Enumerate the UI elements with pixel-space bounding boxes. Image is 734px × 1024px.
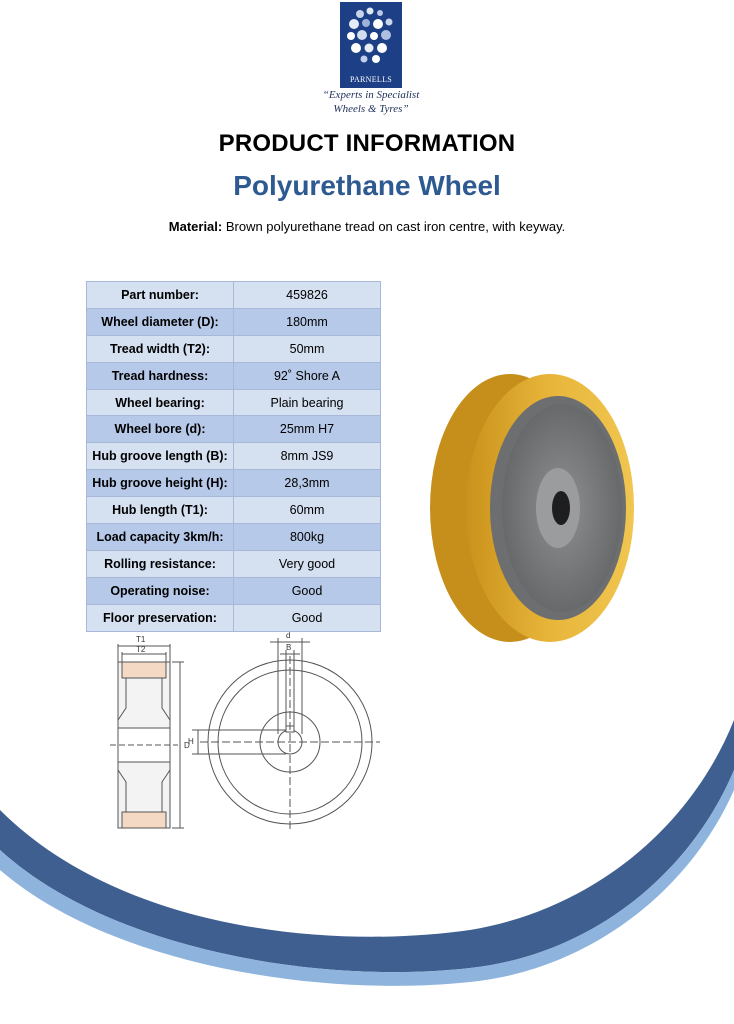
wheel-product-image <box>418 368 640 648</box>
logo-name: PARNELLS <box>349 75 393 84</box>
spec-value: 800kg <box>234 524 381 551</box>
spec-label: Rolling resistance: <box>87 550 234 577</box>
table-row <box>87 470 381 497</box>
spec-label: Operating noise: <box>87 577 234 604</box>
spec-value: 92˚ Shore A <box>234 362 381 389</box>
spec-value: 28,3mm <box>234 470 381 497</box>
table-row <box>87 550 381 577</box>
product-name: Polyurethane Wheel <box>233 170 501 201</box>
material-label: Material: <box>168 219 223 234</box>
dim-label-d-lower: d <box>286 631 291 640</box>
bore <box>552 491 570 525</box>
dim-label-t2: T2 <box>136 645 146 654</box>
spec-value: 25mm H7 <box>234 416 381 443</box>
table-row <box>87 443 381 470</box>
table-row <box>87 524 381 551</box>
spec-value: 459826 <box>234 282 381 309</box>
spec-label: Tread width (T2): <box>87 335 234 362</box>
dim-label-h: H <box>188 737 194 746</box>
spec-label: Part number: <box>87 282 234 309</box>
spec-value: Good <box>234 604 381 631</box>
material-line <box>0 219 734 234</box>
company-logo <box>340 2 402 88</box>
spec-label: Hub groove height (H): <box>87 470 234 497</box>
table-row <box>87 362 381 389</box>
material-text: Brown polyurethane tread on cast iron centre, with keyway. <box>222 219 566 234</box>
spec-value: 180mm <box>234 308 381 335</box>
spec-value: 8mm JS9 <box>234 443 381 470</box>
spec-value: 50mm <box>234 335 381 362</box>
spec-value: Good <box>234 577 381 604</box>
spec-value: Very good <box>234 550 381 577</box>
table-row <box>87 389 381 416</box>
spec-value: Plain bearing <box>234 389 381 416</box>
table-row <box>87 416 381 443</box>
spec-label: Load capacity 3km/h: <box>87 524 234 551</box>
table-row <box>87 282 381 309</box>
dim-label-b: B <box>286 643 292 652</box>
spec-label: Wheel bore (d): <box>87 416 234 443</box>
spec-label: Tread hardness: <box>87 362 234 389</box>
logo-circles-icon <box>340 2 402 72</box>
table-row <box>87 604 381 631</box>
dim-label-t1: T1 <box>136 635 146 644</box>
table-row <box>87 497 381 524</box>
spec-value: 60mm <box>234 497 381 524</box>
spec-table <box>86 281 381 632</box>
spec-label: Wheel diameter (D): <box>87 308 234 335</box>
decorative-swoosh <box>0 700 734 1024</box>
table-row <box>87 335 381 362</box>
tagline-line-2: Wheels & Tyres” <box>333 103 409 115</box>
spec-label: Wheel bearing: <box>87 389 234 416</box>
page-heading: PRODUCT INFORMATION <box>218 130 516 157</box>
table-row <box>87 577 381 604</box>
table-row <box>87 308 381 335</box>
dim-label-d-upper: D <box>184 741 190 750</box>
tagline-line-1: “Experts in Specialist <box>322 89 420 101</box>
spec-label: Hub groove length (B): <box>87 443 234 470</box>
spec-label: Floor preservation: <box>87 604 234 631</box>
spec-label: Hub length (T1): <box>87 497 234 524</box>
